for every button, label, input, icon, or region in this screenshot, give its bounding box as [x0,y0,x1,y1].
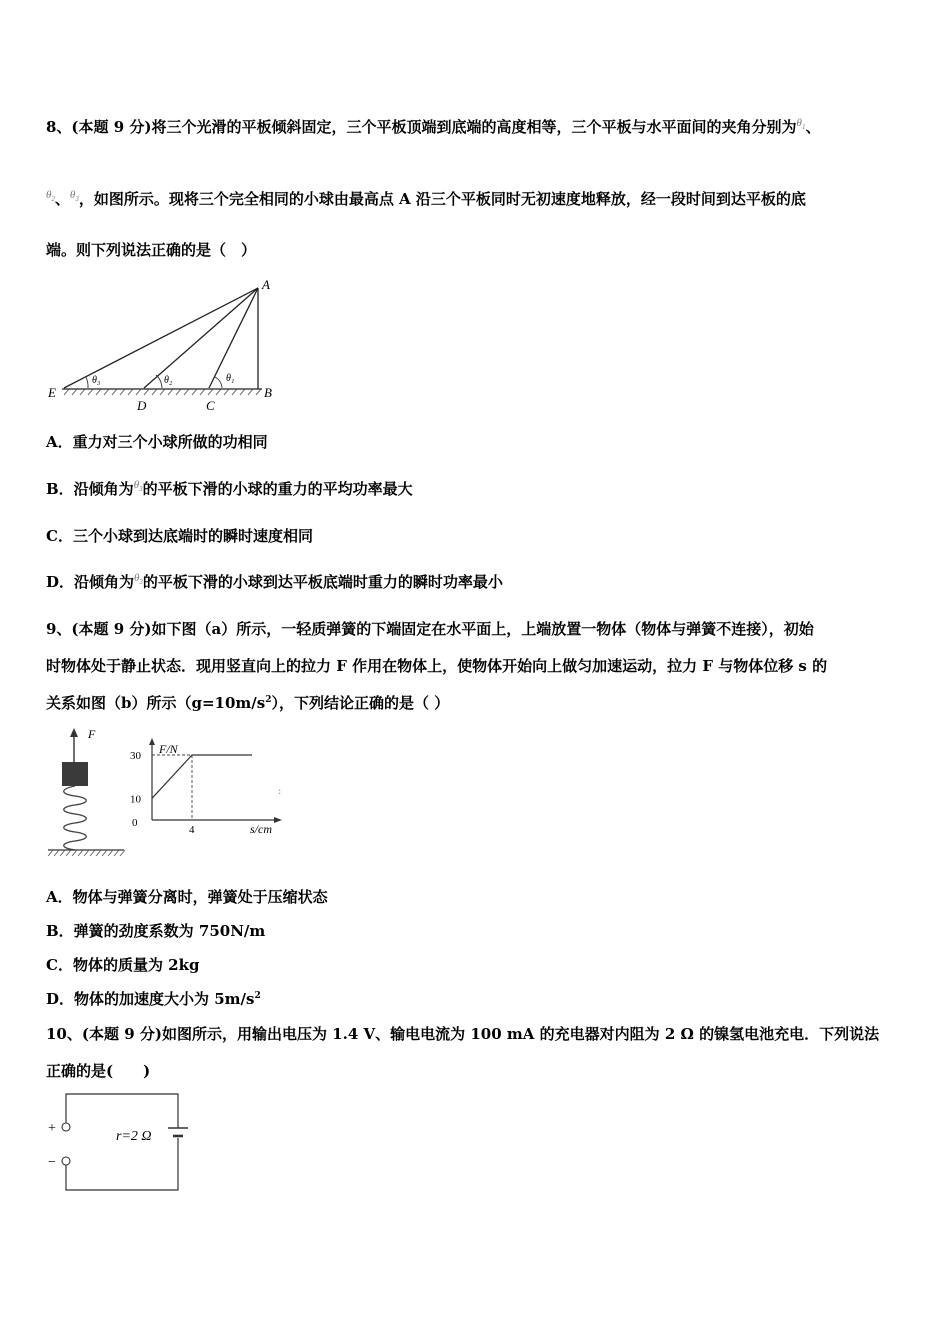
force-label: F [88,727,96,741]
point-A-label: A [262,277,270,292]
q9-option-b: B．弹簧的劲度系数为 750N/m [46,922,266,940]
q8-stem-line1: 8、(本题 9 分)将三个光滑的平板倾斜固定，三个平板顶端到底端的高度相等，三个平板与水平面间的夹角分别为$\theta_1$、 [46,117,821,136]
theta3-symbol: $\theta_3$ [134,572,143,587]
q8-stem-line2: $\theta_2$、$\theta_3$，如图所示。现将三个完全相同的小球由最高点 A 沿三个平板同时无初速度地释放，经一段时间到达平板的底 [46,189,806,208]
q9-stem-line2: 时物体处于静止状态．现用竖直向上的拉力 F 作用在物体上，使物体开始向上做匀加速运动，拉力 F 与物体位移 s 的 [46,657,828,675]
q9-force-displacement-chart [122,736,292,838]
theta3-symbol: $\theta_3$ [69,189,79,204]
angle-theta2-label: θ₂ [164,375,173,386]
q9-stem-line3: 关系如图（b）所示$(g=10m/s^2)$，下列结论正确的是（ ） [46,694,450,712]
q10-circuit-figure [44,1090,204,1194]
plus-terminal [62,1123,70,1131]
point-D-label: D [137,398,147,413]
q9-option-d: D．物体的加速度大小为 $5m/s^2$ [46,990,261,1008]
q8-option-b: B．沿倾角为$\theta_3$的平板下滑的小球的重力的平均功率最大 [46,479,413,498]
q8-option-c: C．三个小球到达底端时的瞬时速度相同 [46,527,313,545]
y-tick-label-30: 30 [130,750,141,762]
theta2-symbol: $\theta_2$ [46,189,55,204]
q9-spring-figure [44,724,130,860]
y-tick-label-10: 10 [130,793,141,806]
force-line [152,755,252,798]
internal-resistance-label: r=2 Ω [116,1129,152,1144]
q9-option-c: C．物体的质量为 2kg [46,956,200,974]
y-axis-label: F/N [159,742,178,756]
q9-stem-line1: 9、(本题 9 分)如下图（a）所示，一轻质弹簧的下端固定在水平面上，上端放置一物体（物体与弹簧不连接），初始 [46,620,814,638]
point-B-label: B [264,385,272,400]
angle-theta1-label: θ₁ [226,373,235,384]
origin-tick-label: 0 [132,817,138,829]
x-tick-label-4: 4 [189,824,195,836]
arrow-up-icon [70,728,78,737]
theta1-symbol: $\theta_1$ [796,117,806,132]
plus-terminal-label: + [48,1121,56,1136]
q8-stem-line3: 端。则下列说法正确的是（ ） [46,241,257,259]
point-C-label: C [206,398,215,413]
q10-stem-line2: 正确的是( ) [46,1062,151,1080]
q10-stem-line1: 10、(本题 9 分)如图所示，用输出电压为 1.4 V、输电电流为 100 mA 的充电器对内阻为 2 Ω 的镍氢电池充电．下列说法 [46,1025,880,1043]
x-axis-arrow-icon [274,817,282,823]
minus-terminal [62,1157,70,1165]
point-E-label: E [48,385,56,400]
q8-option-a: A．重力对三个小球所做的功相同 [46,433,268,451]
x-axis-label: s/cm [250,822,272,836]
y-axis-arrow-icon [149,738,155,745]
theta3-symbol: $\theta_3$ [133,479,143,494]
spring [64,786,87,850]
q8-incline-figure [44,274,284,414]
q8-option-d: D．沿倾角为$\theta_3$的平板下滑的小球到达平板底端时重力的瞬时功率最小 [46,572,503,591]
q9-option-a: A．物体与弹簧分离时，弹簧处于压缩状态 [46,888,328,906]
block [62,762,88,786]
minus-terminal-label: − [48,1155,56,1170]
angle-theta3-label: θ₃ [92,375,101,386]
